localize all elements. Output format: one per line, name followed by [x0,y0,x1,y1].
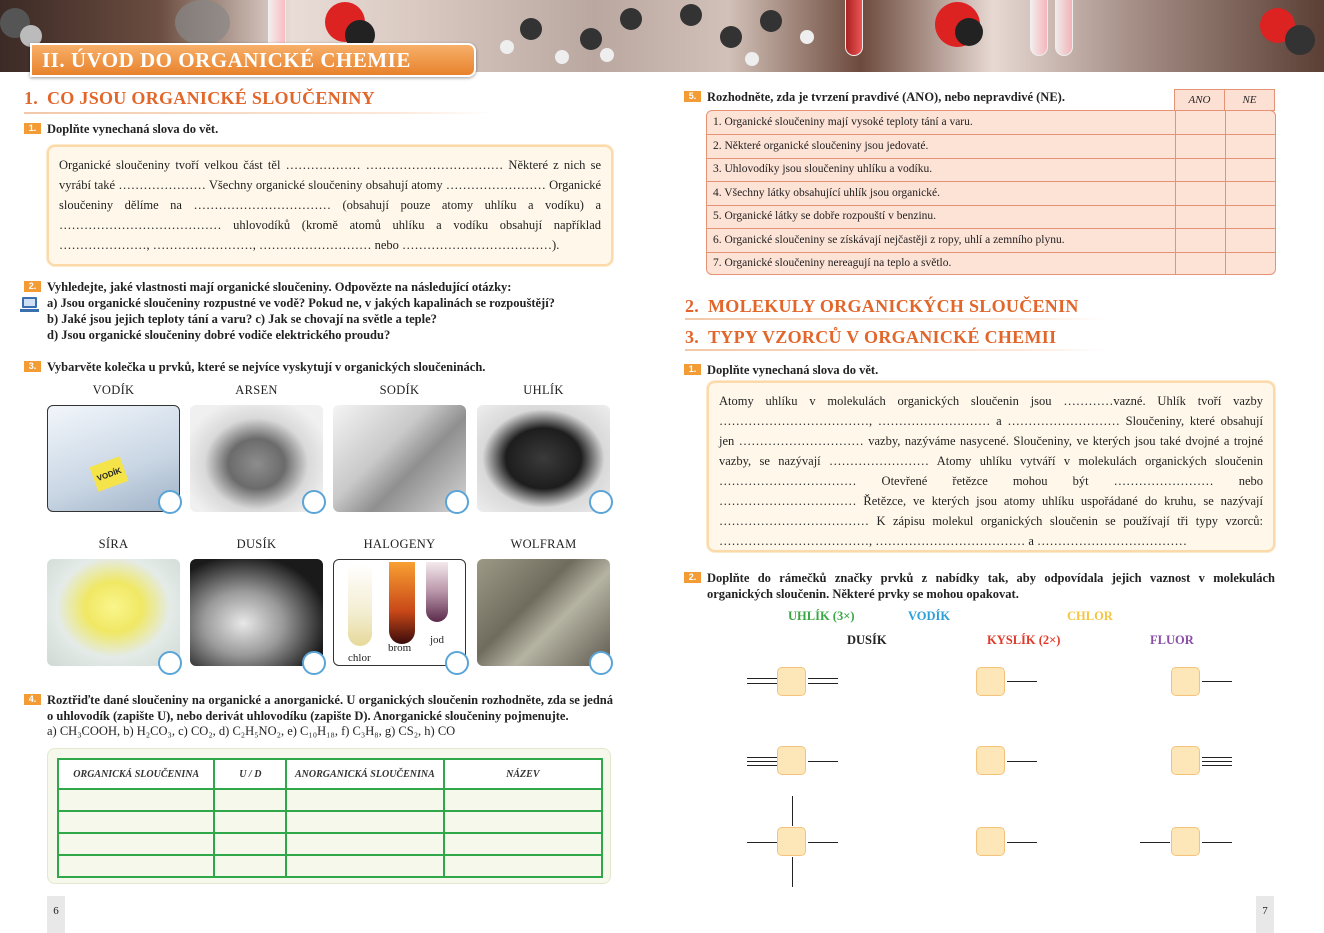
bond-line [747,765,777,766]
molecule-graphic [720,26,742,48]
bond-line [1007,761,1037,762]
jod-label: jod [430,634,445,646]
statement-row: 4. Všechny látky obsahující uhlík jsou organické. [707,182,1276,206]
dusik-select-circle[interactable] [302,651,326,675]
molecule-graphic [555,50,569,64]
table-cell[interactable] [444,855,602,877]
task-badge: 2. [24,281,41,292]
element-label: HALOGENY [363,537,436,551]
table-cell[interactable] [286,855,444,877]
table-row [58,855,602,877]
option-dusik: DUSÍK [847,633,887,647]
ano-header: ANO [1174,89,1225,111]
bond-line [747,678,777,679]
section-title: TYPY VZORCŮ V ORGANICKÉ CHEMII [708,327,1057,347]
element-label: VODÍK [92,383,135,397]
vodik-sticker: VODÍK [90,456,129,491]
molecule-graphic [800,30,814,44]
option-vodik: VODÍK [908,609,951,623]
bromine-tube [389,562,415,644]
symbol-box[interactable] [976,746,1005,775]
table-cell[interactable] [58,789,214,811]
molecule-graphic [760,10,782,32]
task-badge: 1. [24,123,41,134]
task-instruction: Vyhledejte, jaké vlastnosti mají organické sloučeniny. Odpovězte na následující otázky: [47,280,512,294]
col-header: ORGANICKÁ SLOUČENINA [58,759,214,789]
symbol-box[interactable] [976,827,1005,856]
task-badge: 4. [24,694,41,705]
bond-line [1007,842,1037,843]
section-number: 1. [24,88,39,108]
heading-underline [685,349,1105,351]
table-cell[interactable] [58,833,214,855]
test-tube-graphic [1030,0,1048,56]
brom-label: brom [388,642,412,654]
column-divider [1175,111,1176,275]
halogeny-select-circle[interactable] [445,651,469,675]
molecule-graphic [520,18,542,40]
statement-row: 1. Organické sloučeniny mají vysoké teploty tání a varu. [707,111,1276,135]
bond-line [808,683,838,684]
option-kyslik: KYSLÍK (2×) [987,633,1061,647]
computer-icon [22,297,37,308]
fill-in-text-box[interactable]: Atomy uhlíku v molekulách organických sloučenin jsou …………vazné. Uhlík tvoří vazby ………………………………, ……………………… a ……………………… Sloučeniny, které obsahují jen ………………………… vazby, nazýváme nasycené. Sloučeniny, ve kterých jsou také dvojné a trojné vazby, se nazývají …………………… Atomy uhlíku vytváří v molekulách organických sloučenin …………………………… Otevřené řetězce mohou být …………………… nebo …………………………… Řetězce, ve kterých jsou atomy uhlíku uspořádané do kruhu, se nazývají ……………………………… K zápisu molekul organických sloučenin se používají tři typy vzorců: ………………………………, ……………………………… a ……………………………… [707,381,1275,552]
molecule-graphic [955,18,983,46]
symbol-box[interactable] [777,827,806,856]
element-label: SÍRA [98,537,129,551]
section-title: MOLEKULY ORGANICKÝCH SLOUČENIN [708,296,1079,316]
column-divider [1225,111,1226,275]
table-cell[interactable] [214,855,286,877]
table-row [58,811,602,833]
statement-row: 2. Některé organické sloučeniny jsou jedovaté. [707,135,1276,159]
sulfur-photo [47,559,180,666]
bond-line [1202,681,1232,682]
table-cell[interactable] [214,833,286,855]
symbol-box[interactable] [777,667,806,696]
wolfram-select-circle[interactable] [589,651,613,675]
section-heading [685,296,1079,317]
option-chlor: CHLOR [1067,609,1113,623]
bond-line [808,678,838,679]
bond-line [747,683,777,684]
table-cell[interactable] [58,811,214,833]
molecule-graphic [580,28,602,50]
section-heading [685,327,1056,348]
col-header: ANORGANICKÁ SLOUČENINA [286,759,444,789]
table-cell[interactable] [286,789,444,811]
bond-line [747,757,777,758]
task-question: d) Jsou organické sloučeniny dobré vodiče elektrického proudu? [47,328,391,342]
fill-in-text-box[interactable]: Organické sloučeniny tvoří velkou část těl ……………… …………………………… Některé z nich se vyrábí také ………………… Všechny organické sloučeniny obsahují atomy …………………… Organické sloučeniny dělíme na …………………………… (obsahují pouze atomy uhlíku a vodíku) a ………………………………… uhlovodíků (kromě atomů uhlíku a vodíku obsahují například …………………, ……………………, ……………………… nebo ………………………………). [47,145,613,266]
task-badge: 5. [684,91,701,102]
bond-line [1140,842,1170,843]
task-instruction: Doplňte vynechaná slova do vět. [707,363,879,377]
table-cell[interactable] [214,811,286,833]
statement-row: 3. Uhlovodíky jsou sloučeniny uhlíku a vodíku. [707,158,1276,182]
table-cell[interactable] [286,811,444,833]
computer-icon-base [20,309,39,312]
task-question: b) Jaké jsou jejich teploty tání a varu? c) Jak se chovají na světle a teple? [47,312,437,326]
bond-line [747,761,777,762]
chapter-title: II. ÚVOD DO ORGANICKÉ CHEMIE [30,43,476,77]
page-number: 7 [1256,896,1274,933]
statement-row: 6. Organické sloučeniny se získávají nejčastěji z ropy, uhlí a zemního plynu. [707,229,1276,253]
bond-line [1007,681,1037,682]
chlorine-tube [348,564,372,646]
bond-line [747,842,777,843]
task-question: a) Jsou organické sloučeniny rozpustné ve vodě? Pokud ne, v jakých kapalinách se rozpouštějí? [47,296,555,310]
table-cell[interactable] [58,855,214,877]
element-label: WOLFRAM [510,537,577,551]
task-badge: 2. [684,572,701,583]
element-label: SODÍK [379,383,420,397]
molecule-graphic [175,0,230,45]
heading-underline [685,318,1105,320]
task-instruction: Doplňte vynechaná slova do vět. [47,122,219,136]
symbol-box[interactable] [976,667,1005,696]
symbol-box[interactable] [1171,827,1200,856]
statement-row: 5. Organické látky se dobře rozpouští v benzinu. [707,205,1276,229]
nitrogen-photo [190,559,323,666]
task-instruction: Roztřiďte dané sloučeniny na organické a anorganické. U organických sloučenin rozhodněte, zda se jedná o uhlovodík (zapište U), nebo derivát uhlovodíku (zapište D). Anorganické sloučeniny pojmenujte. [47,693,613,723]
iodine-tube [426,562,448,622]
option-uhlik: UHLÍK (3×) [788,609,855,623]
table-cell[interactable] [286,833,444,855]
symbol-box[interactable] [1171,746,1200,775]
task-badge: 1. [684,364,701,375]
compound-list: a) CH₃COOH, b) H₂CO₃, c) CO₂, d) C₂H₅NO₂, e) C₁₀H₁₈, f) C₃H₈, g) CS₂, h) CO [47,724,456,738]
task-badge: 3. [24,361,41,372]
table-cell[interactable] [214,789,286,811]
bond-line [792,857,793,887]
task-instruction: Vybarvěte kolečka u prvků, které se nejvíce vyskytují v organických sloučeninách. [47,360,486,374]
bond-line [1202,757,1232,758]
table-cell[interactable] [444,833,602,855]
col-header: U / D [214,759,286,789]
test-tube-graphic [1055,0,1073,56]
sodik-select-circle[interactable] [445,490,469,514]
molecule-graphic [680,4,702,26]
molecule-graphic [1285,25,1315,55]
molecule-graphic [620,8,642,30]
bond-line [1202,842,1232,843]
vodik-select-circle[interactable] [158,490,182,514]
element-label: ARSEN [235,383,278,397]
option-fluor: FLUOR [1150,633,1194,647]
tungsten-photo [477,559,610,666]
section-heading [24,88,375,109]
chlor-label: chlor [348,652,371,664]
table-cell[interactable] [444,789,602,811]
bond-line [1202,761,1232,762]
bond-line [1202,765,1232,766]
statement-row: 7. Organické sloučeniny nereagují na teplo a světlo. [713,257,952,269]
test-tube-graphic [845,0,863,56]
section-title: CO JSOU ORGANICKÉ SLOUČENINY [47,88,375,108]
bond-line [792,796,793,826]
section-number: 3. [685,327,700,347]
classification-table [47,748,611,884]
heading-underline [24,112,494,114]
molecule-graphic [745,52,759,66]
task-instruction: Doplňte do rámečků značky prvků z nabídky tak, aby odpovídala jejich vaznost v molekulách organických sloučenin. Některé prvky se mohou opakovat. [707,571,1275,601]
sira-select-circle[interactable] [158,651,182,675]
halogens-photo [333,559,466,666]
uhlik-select-circle[interactable] [589,490,613,514]
ne-header: NE [1224,89,1275,111]
molecule-graphic [500,40,514,54]
table-row [58,789,602,811]
section-number: 2. [685,296,700,316]
symbol-box[interactable] [1171,667,1200,696]
table-row [58,833,602,855]
page-number: 6 [47,896,65,933]
symbol-box[interactable] [777,746,806,775]
col-header: NÁZEV [444,759,602,789]
element-label: UHLÍK [523,383,564,397]
bond-line [808,842,838,843]
molecule-graphic [600,48,614,62]
arsen-select-circle[interactable] [302,490,326,514]
bond-line [808,761,838,762]
element-label: DUSÍK [236,537,277,551]
task-instruction: Rozhodněte, zda je tvrzení pravdivé (ANO), nebo nepravdivé (NE). [707,90,1065,104]
statement-rows [706,110,1276,275]
table-cell[interactable] [444,811,602,833]
